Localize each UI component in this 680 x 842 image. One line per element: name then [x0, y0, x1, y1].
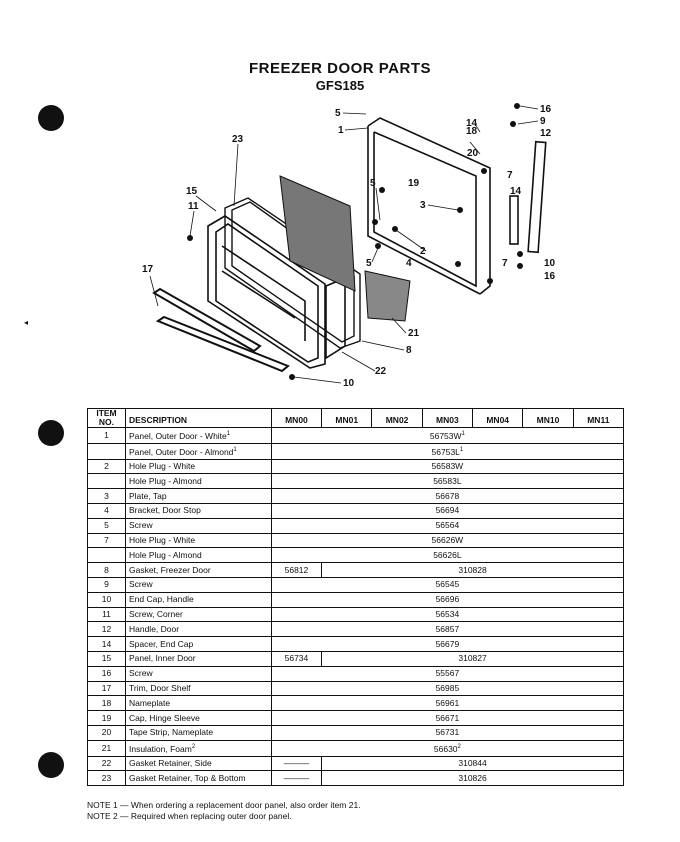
part-description-text: Screw, Corner	[128, 609, 183, 620]
svg-text:5: 5	[366, 258, 372, 269]
part-number	[322, 756, 624, 771]
part-number	[271, 681, 623, 696]
svg-text:11: 11	[188, 201, 199, 212]
item-number: 7	[88, 533, 126, 548]
part-number-text: 56985	[435, 683, 460, 693]
part-description	[125, 563, 271, 578]
part-description-text: Gasket Retainer, Top & Bottom	[128, 772, 246, 783]
part-number	[271, 607, 623, 622]
part-number	[322, 563, 624, 578]
part-number-text: 56679	[435, 638, 460, 649]
col-header-mn02: MN02	[372, 409, 422, 428]
svg-text:18: 18	[466, 126, 478, 137]
svg-text:22: 22	[375, 366, 387, 377]
part-number	[271, 726, 623, 741]
part-description-text: Handle, Door	[128, 623, 180, 634]
part-number	[271, 592, 623, 607]
svg-text:7: 7	[502, 258, 508, 269]
part-description-text: Plate, Tap	[128, 490, 167, 501]
note-2: NOTE 2 — Required when replacing outer door panel.	[87, 811, 292, 821]
item-number: 18	[88, 696, 126, 711]
svg-text:14: 14	[510, 186, 522, 197]
item-number	[88, 548, 126, 563]
part-description	[125, 489, 271, 504]
svg-text:2: 2	[420, 246, 426, 257]
svg-text:12: 12	[540, 128, 552, 139]
item-number: 14	[88, 637, 126, 652]
table-row	[88, 771, 624, 786]
part-description-text: Screw	[128, 520, 153, 531]
table-row	[88, 459, 624, 474]
part-description	[125, 592, 271, 607]
part-number-text: 56545	[435, 579, 460, 590]
part-number-text: 56583W	[431, 461, 464, 472]
part-description-text: Panel, Outer Door - Almond	[128, 446, 234, 457]
part-description-text: Tape Strip, Nameplate	[128, 727, 214, 738]
item-number: 9	[88, 578, 126, 593]
table-row	[88, 740, 624, 756]
table-row	[88, 711, 624, 726]
part-description-text: Hole Plug - White	[128, 535, 196, 546]
part-number	[271, 578, 623, 593]
svg-text:9: 9	[540, 116, 546, 127]
svg-text:17: 17	[142, 264, 154, 275]
table-row	[88, 592, 624, 607]
table-row	[88, 578, 624, 593]
part-number-text: 310844	[458, 758, 487, 769]
part-number-text: 310826	[458, 772, 487, 783]
item-number: 22	[88, 756, 126, 771]
item-number: 8	[88, 563, 126, 578]
table-row	[88, 726, 624, 741]
col-header-mn11: MN11	[573, 409, 623, 428]
table-row	[88, 548, 624, 563]
part-number	[271, 548, 623, 563]
part-number-text: 310827	[458, 653, 487, 664]
item-number: 10	[88, 592, 126, 607]
col-header-mn04: MN04	[473, 409, 523, 428]
table-row	[88, 474, 624, 489]
part-description	[125, 459, 271, 474]
binder-hole-top	[38, 105, 64, 131]
svg-text:1: 1	[338, 125, 344, 136]
part-number-text: 56678	[435, 490, 460, 501]
part-number-text: 56857	[435, 623, 460, 634]
part-number-text: 56534	[435, 609, 460, 620]
table-row	[88, 533, 624, 548]
item-number: 11	[88, 607, 126, 622]
part-description-text: Panel, Outer Door - White	[128, 430, 227, 441]
part-description-text: Hole Plug - Almond	[128, 475, 202, 486]
part-description	[125, 681, 271, 696]
table-row	[88, 681, 624, 696]
part-number	[271, 489, 623, 504]
part-number-text: 56753L	[431, 446, 460, 457]
part-description	[125, 696, 271, 711]
footnote-ref: 2	[191, 743, 196, 750]
model-number: GFS185	[315, 78, 365, 93]
part-description	[125, 533, 271, 548]
part-number	[271, 711, 623, 726]
part-description	[125, 622, 271, 637]
svg-text:5: 5	[370, 178, 376, 189]
part-number-text: 56564	[435, 520, 460, 531]
part-description-text: Insulation, Foam	[128, 743, 192, 754]
part-description	[125, 740, 271, 756]
part-number-text: 56961	[435, 697, 460, 708]
part-number-mn00: ———	[271, 771, 321, 786]
table-row	[88, 756, 624, 771]
part-number-text: 56696	[435, 594, 460, 605]
table-row	[88, 696, 624, 711]
part-number-text: 56753W	[429, 430, 462, 441]
part-description-text: Gasket Retainer, Side	[128, 758, 212, 769]
part-number-mn00: ———	[271, 756, 321, 771]
part-description-text: Nameplate	[128, 697, 171, 708]
part-description-text: Cap, Hinge Sleeve	[128, 712, 200, 723]
item-number: 20	[88, 726, 126, 741]
table-row	[88, 622, 624, 637]
part-description-text: Spacer, End Cap	[128, 638, 194, 649]
svg-text:19: 19	[408, 178, 420, 189]
svg-text:8: 8	[406, 345, 412, 356]
part-description	[125, 578, 271, 593]
item-number: 3	[88, 489, 126, 504]
svg-text:10: 10	[544, 258, 556, 269]
item-number	[88, 474, 126, 489]
table-row	[88, 489, 624, 504]
svg-text:15: 15	[186, 186, 198, 197]
binder-hole-middle	[38, 420, 64, 446]
margin-arrow-icon: ◂	[24, 318, 29, 327]
item-number: 1	[88, 428, 126, 444]
part-number	[271, 474, 623, 489]
part-description	[125, 474, 271, 489]
footnote-ref: 1	[226, 431, 231, 437]
col-header-mn10: MN10	[523, 409, 573, 428]
part-number	[271, 504, 623, 519]
description-header: DESCRIPTION	[125, 409, 271, 428]
part-number	[271, 637, 623, 652]
part-description-text: Panel, Inner Door	[128, 653, 196, 664]
part-description	[125, 652, 271, 667]
part-number-text: 56626L	[433, 549, 462, 560]
part-number-text: 56630	[433, 743, 458, 754]
item-number: 4	[88, 504, 126, 519]
svg-text:3: 3	[420, 200, 426, 211]
svg-text:20: 20	[467, 148, 479, 159]
part-number-text: 310828	[458, 564, 487, 575]
item-number: 15	[88, 652, 126, 667]
part-description	[125, 607, 271, 622]
part-description-text: Bracket, Door Stop	[128, 505, 201, 516]
table-row	[88, 637, 624, 652]
part-number	[271, 443, 623, 459]
item-number: 2	[88, 459, 126, 474]
binder-hole-bottom	[38, 752, 64, 778]
footnote-ref: 1	[233, 446, 237, 453]
part-number	[271, 666, 623, 681]
part-number	[271, 622, 623, 637]
table-row	[88, 443, 624, 459]
parts-table	[87, 408, 624, 786]
item-number	[88, 443, 126, 459]
part-number-text: 56671	[435, 712, 460, 723]
item-number: 21	[88, 740, 126, 756]
part-description	[125, 711, 271, 726]
part-number	[322, 652, 624, 667]
table-row	[88, 504, 624, 519]
part-number	[322, 771, 624, 786]
part-number-text: 56583L	[433, 475, 462, 486]
svg-text:16: 16	[540, 104, 552, 115]
footnote-ref: 1	[459, 446, 464, 453]
item-number: 23	[88, 771, 126, 786]
table-row	[88, 518, 624, 533]
table-row	[88, 428, 624, 444]
part-number	[271, 459, 623, 474]
part-description	[125, 504, 271, 519]
part-description	[125, 428, 271, 444]
table-header-row	[88, 409, 624, 428]
part-description-text: End Cap, Handle	[128, 594, 194, 605]
parts-table-body	[88, 428, 624, 786]
item-no-header: ITEM NO.	[88, 409, 126, 428]
table-row	[88, 652, 624, 667]
part-description	[125, 771, 271, 786]
part-number	[271, 696, 623, 711]
part-description	[125, 756, 271, 771]
col-header-mn00: MN00	[271, 409, 321, 428]
svg-text:10: 10	[343, 378, 355, 389]
item-number: 19	[88, 711, 126, 726]
item-number: 5	[88, 518, 126, 533]
part-number-mn00: 56734	[271, 652, 321, 667]
table-row	[88, 607, 624, 622]
part-description-text: Hole Plug - Almond	[128, 549, 202, 560]
part-description	[125, 443, 271, 459]
table-row	[88, 563, 624, 578]
part-number-text: 56626W	[431, 535, 464, 546]
part-description	[125, 518, 271, 533]
item-number: 12	[88, 622, 126, 637]
col-header-mn01: MN01	[322, 409, 372, 428]
footnote-ref: 1	[461, 431, 465, 437]
svg-text:5: 5	[335, 108, 341, 119]
page-title: FREEZER DOOR PARTS	[248, 60, 432, 77]
part-description-text: Hole Plug - White	[128, 461, 196, 472]
svg-text:16: 16	[544, 271, 556, 282]
part-number	[271, 428, 623, 444]
svg-text:4: 4	[406, 258, 412, 269]
part-description-text: Gasket, Freezer Door	[128, 564, 211, 575]
note-1: NOTE 1 — When ordering a replacement door panel, also order item 21.	[87, 800, 361, 810]
col-header-mn03: MN03	[422, 409, 472, 428]
part-number-text: 55567	[435, 668, 460, 679]
footnote-ref: 2	[457, 743, 461, 750]
item-number: 17	[88, 681, 126, 696]
part-number	[271, 518, 623, 533]
svg-text:14: 14	[466, 118, 478, 129]
part-number-mn00: 56812	[271, 563, 321, 578]
part-description	[125, 548, 271, 563]
part-description	[125, 666, 271, 681]
part-description-text: Screw	[128, 579, 153, 590]
part-number	[271, 533, 623, 548]
part-description	[125, 637, 271, 652]
part-number	[271, 740, 623, 756]
item-number: 16	[88, 666, 126, 681]
exploded-parts-diagram	[130, 96, 570, 401]
footnotes	[87, 800, 361, 822]
part-description	[125, 726, 271, 741]
svg-text:23: 23	[232, 134, 244, 145]
svg-text:21: 21	[408, 328, 420, 339]
part-description-text: Trim, Door Shelf	[128, 683, 191, 693]
part-description-text: Screw	[128, 668, 153, 679]
svg-text:7: 7	[507, 170, 513, 181]
table-row	[88, 666, 624, 681]
part-number-text: 56731	[435, 727, 460, 738]
part-number-text: 56694	[435, 505, 460, 516]
